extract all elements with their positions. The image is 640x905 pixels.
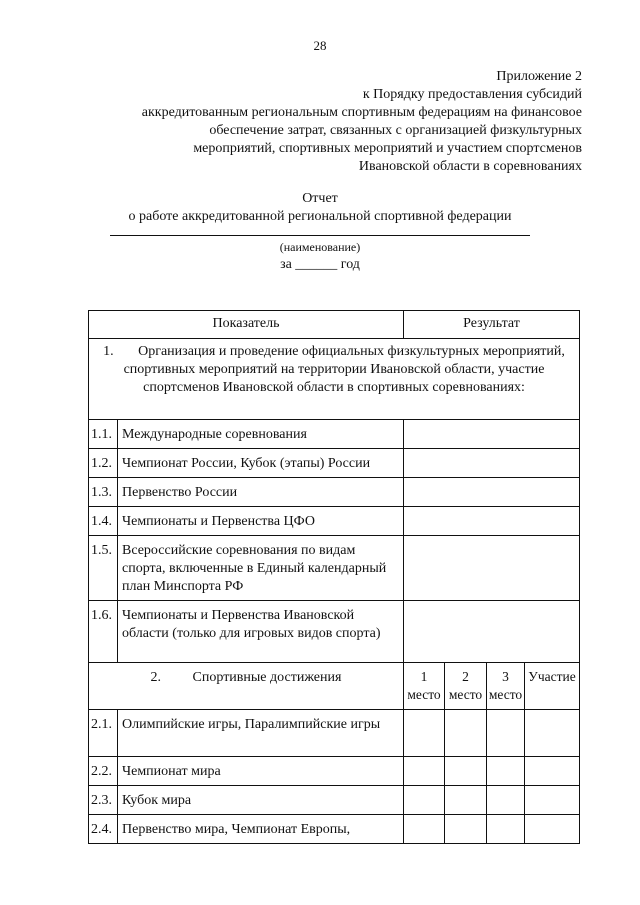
table-row — [89, 449, 580, 478]
table-row — [89, 420, 580, 449]
row-number: 1.2. — [89, 449, 118, 478]
row-label: Кубок мира — [118, 786, 404, 815]
row-label: Чемпионат мира — [118, 757, 404, 786]
result-header: Результат — [404, 311, 580, 339]
place-1-cell[interactable] — [404, 757, 445, 786]
table-row — [89, 710, 580, 757]
result-cell[interactable] — [404, 420, 580, 449]
place-number: 1 — [420, 669, 428, 684]
place-3-cell[interactable] — [487, 786, 525, 815]
table-row — [89, 757, 580, 786]
result-cell[interactable] — [404, 507, 580, 536]
section1-title-rest: мероприятий, спортивных мероприятий на территории Ивановской области, участие спортсменов Ивановской области в спортивных соревнованиях: — [123, 344, 565, 395]
appendix-line: Ивановской области в соревнованиях — [358, 159, 582, 174]
appendix-header — [142, 68, 582, 176]
place-1-cell[interactable] — [404, 710, 445, 757]
row-number: 1.6. — [89, 601, 118, 663]
section2-number: 2. — [150, 670, 162, 685]
place-1-cell[interactable] — [404, 815, 445, 844]
row-number: 2.4. — [89, 815, 118, 844]
appendix-line: Приложение 2 — [496, 69, 582, 84]
row-number: 1.3. — [89, 478, 118, 507]
row-label: Первенство мира, Чемпионат Европы, — [118, 815, 404, 844]
place-number: 3 — [502, 669, 509, 684]
appendix-line: аккредитованным региональным спортивным федерациям на финансовое — [141, 105, 582, 120]
appendix-line: мероприятий, спортивных мероприятий и участием спортсменов — [193, 141, 582, 156]
row-label: Чемпионаты и Первенства ЦФО — [118, 507, 404, 536]
section1-title — [89, 339, 580, 420]
report-table — [88, 310, 580, 844]
place-3-cell[interactable] — [487, 710, 525, 757]
appendix-line: к Порядку предоставления субсидий — [362, 87, 582, 102]
table-row — [89, 786, 580, 815]
report-year-line: за ______ год — [280, 257, 360, 272]
row-number: 1.1. — [89, 420, 118, 449]
result-cell[interactable] — [404, 601, 580, 663]
row-label: Чемпионаты и Первенства Ивановской области (только для игровых видов спорта) — [118, 601, 404, 663]
place-word: место — [407, 687, 441, 702]
participation-cell[interactable] — [525, 757, 580, 786]
place-2-header — [445, 663, 487, 710]
participation-cell[interactable] — [525, 786, 580, 815]
result-cell[interactable] — [404, 478, 580, 507]
place-1-cell[interactable] — [404, 786, 445, 815]
row-number: 2.1. — [89, 710, 118, 757]
place-word: место — [448, 687, 483, 702]
report-subtitle: о работе аккредитованной региональной спортивной федерации — [128, 209, 512, 224]
section2-label: Спортивные достижения — [192, 670, 342, 685]
row-label: Международные соревнования — [118, 420, 404, 449]
table-row — [89, 536, 580, 601]
federation-name-blank — [110, 228, 530, 236]
table-row — [89, 507, 580, 536]
row-label: Всероссийские соревнования по видам спорта, включенные в Единый календарный план Минспорта РФ — [118, 536, 404, 601]
table-row — [89, 815, 580, 844]
place-word: место — [488, 687, 523, 702]
report-heading — [0, 190, 640, 274]
place-3-header — [487, 663, 525, 710]
table-row — [89, 601, 580, 663]
participation-cell[interactable] — [525, 815, 580, 844]
participation-header: Участие — [525, 663, 580, 710]
place-1-header — [404, 663, 445, 710]
page-number: 28 — [313, 38, 327, 53]
row-number: 2.3. — [89, 786, 118, 815]
appendix-line: обеспечение затрат, связанных с организацией физкультурных — [209, 123, 582, 138]
table-header-row — [89, 311, 580, 339]
indicator-header: Показатель — [89, 311, 404, 339]
place-number: 2 — [462, 669, 469, 684]
row-number: 1.4. — [89, 507, 118, 536]
row-label: Чемпионат России, Кубок (этапы) России — [118, 449, 404, 478]
row-number: 1.5. — [89, 536, 118, 601]
result-cell[interactable] — [404, 449, 580, 478]
section1-number: 1. — [103, 344, 114, 359]
row-label: Первенство России — [118, 478, 404, 507]
place-2-cell[interactable] — [445, 815, 487, 844]
place-3-cell[interactable] — [487, 815, 525, 844]
result-cell[interactable] — [404, 536, 580, 601]
section1-row — [89, 339, 580, 420]
place-2-cell[interactable] — [445, 710, 487, 757]
name-note: (наименование) — [279, 240, 361, 254]
row-label: Олимпийские игры, Паралимпийские игры — [118, 710, 404, 757]
section2-title — [89, 663, 404, 710]
section2-row — [89, 663, 580, 710]
row-number: 2.2. — [89, 757, 118, 786]
table-row — [89, 478, 580, 507]
participation-cell[interactable] — [525, 710, 580, 757]
report-title: Отчет — [302, 191, 338, 206]
place-3-cell[interactable] — [487, 757, 525, 786]
place-2-cell[interactable] — [445, 786, 487, 815]
section1-title-line1: Организация и проведение официальных физкультурных — [138, 344, 480, 359]
place-2-cell[interactable] — [445, 757, 487, 786]
